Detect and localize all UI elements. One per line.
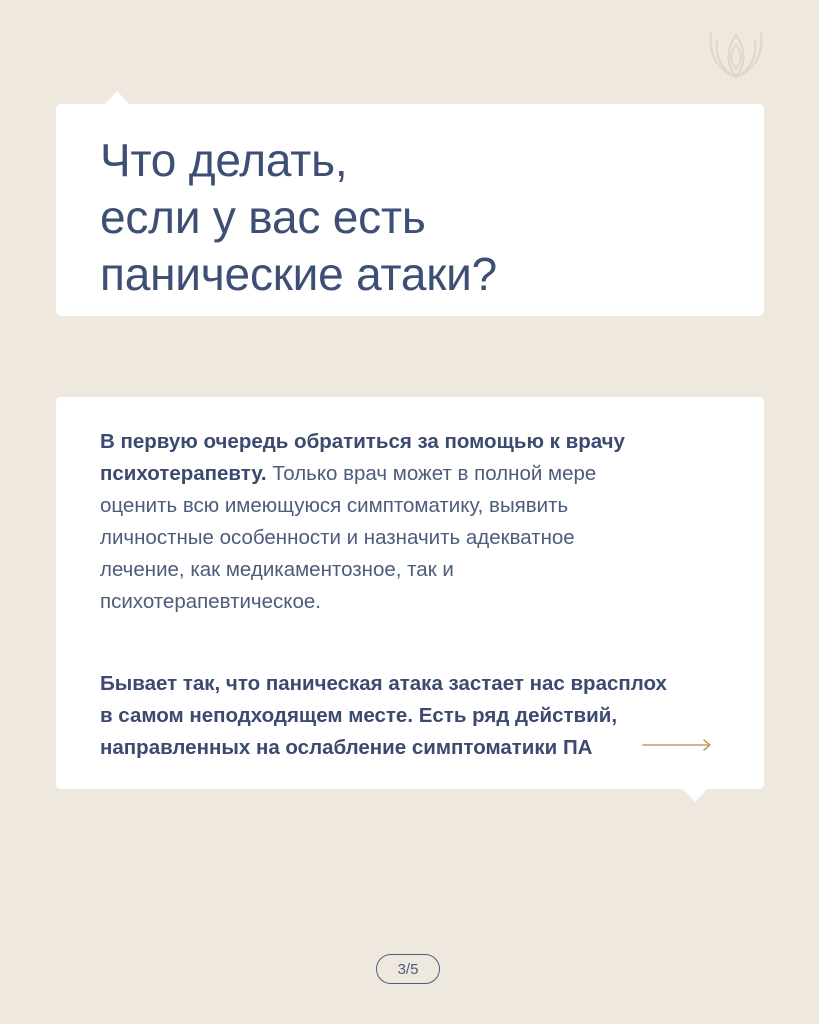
title-card-notch [104,91,130,105]
content-card-notch [682,788,708,802]
lotus-leaf-logo-icon [705,25,767,81]
paragraph-panic-actions [100,668,720,764]
paragraph1-line2-bold: психотерапевту. [100,462,267,485]
page-indicator-label: 3/5 [397,960,419,978]
paragraph1-line1: В первую очередь обратиться за помощью к врачу [100,430,625,453]
paragraph1-line5: лечение, как медикаментозное, так и [100,558,454,581]
title-line-1: Что делать, [100,134,348,186]
paragraph-doctor-advice [100,426,720,618]
paragraph1-line2-rest: Только врач может в полной мере [266,462,597,485]
paragraph1-line2 [100,458,720,490]
paragraph1-line3: оценить всю имеющуюся симптоматику, выявить [100,494,569,517]
paragraph1-line4: личностные особенности и назначить адекватное [100,526,575,549]
arrow-right-icon[interactable] [642,738,712,752]
paragraph2-line3: направленных на ослабление симптоматики ПА [100,736,593,759]
paragraph2-line2: в самом неподходящем месте. Есть ряд действий, [100,704,618,727]
paragraph2-line1: Бывает так, что паническая атака застает нас врасплох [100,672,667,695]
page-indicator [376,954,440,984]
paragraph1-line6: психотерапевтическое. [100,590,321,613]
title-line-3: панические атаки? [100,248,498,300]
page-title [100,132,700,303]
title-line-2: если у вас есть [100,191,426,243]
